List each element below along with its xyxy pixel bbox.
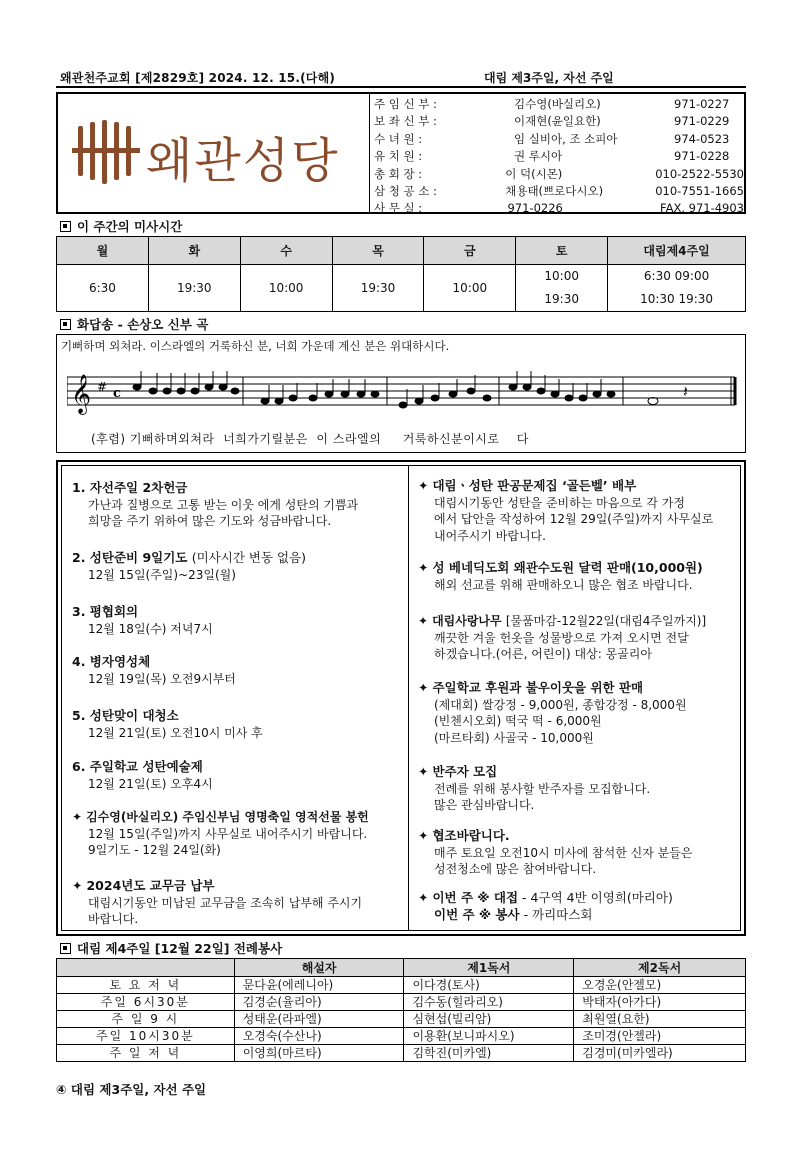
svg-text:#: # xyxy=(97,380,108,394)
contact-phone: FAX. 971-4903 xyxy=(660,201,744,216)
contact-row xyxy=(374,200,744,217)
mass-time-cell xyxy=(516,265,608,312)
notice-item xyxy=(418,828,744,878)
contact-phone: 010-2522-5530 xyxy=(655,166,744,181)
notice-title: 6. 주일학교 성탄예술제 xyxy=(72,759,203,774)
liturgy-heading: 대림 제4주일 [12월 22일] 전례봉사 xyxy=(60,939,282,957)
cross-bullet-icon: ✦ xyxy=(418,890,429,905)
second-reader: 조미경(안젤라) xyxy=(574,1028,746,1045)
notice-title-note: - 4구역 4반 이영희(마리아) xyxy=(518,890,673,905)
contact-name: 이 덕(시몬) xyxy=(505,166,563,181)
contact-row xyxy=(374,113,744,130)
mass-slot: 토 요 저 녁 xyxy=(57,977,235,994)
table-header-row xyxy=(57,237,746,265)
logo xyxy=(58,94,370,212)
issue-header xyxy=(56,66,746,88)
table-row xyxy=(57,1045,746,1062)
mass-time: 10:00 xyxy=(544,269,579,283)
notice-body: 대림시기동안 성탄을 준비하는 마음으로 각 가정 xyxy=(434,495,685,510)
table-row xyxy=(57,977,746,994)
contact-name: 권 루시아 xyxy=(514,149,563,164)
first-reader: 심현섭(빌리암) xyxy=(404,1011,574,1028)
table-row xyxy=(57,265,746,312)
contact-row xyxy=(374,131,744,148)
notice-body: 12월 18일(수) 저녁7시 xyxy=(88,621,213,636)
notice-title: 대림사랑나무 xyxy=(432,614,502,628)
cross-bullet-icon: ✦ xyxy=(418,614,429,628)
contact-role: 보 좌 신 부 : xyxy=(374,114,437,129)
notice-body: 희망을 주기 위하여 많은 기도와 성금바랍니다. xyxy=(88,514,332,528)
day-header: 금 xyxy=(424,237,516,265)
notices-inner xyxy=(61,465,741,931)
cross-bullet-icon: ✦ xyxy=(418,764,429,779)
psalm-score xyxy=(56,334,746,453)
contact-phone: 971-0227 xyxy=(674,97,730,111)
commentator: 이영희(마르타) xyxy=(234,1045,404,1062)
liturgical-day: 대림 제3주일, 자선 주일 xyxy=(484,71,614,85)
cross-bullet-icon: ✦ xyxy=(418,560,429,575)
mass-time-cell xyxy=(608,265,746,312)
contact-role: 사 무 실 : xyxy=(374,201,423,216)
notice-item xyxy=(72,654,402,687)
contact-name: 채용태(쁘로다시오) xyxy=(505,183,604,198)
mass-slot: 주일 10시30분 xyxy=(57,1028,235,1045)
table-row xyxy=(57,994,746,1011)
svg-text:𝄞: 𝄞 xyxy=(71,374,92,414)
contact-role: 삼 청 공 소 : xyxy=(374,183,437,198)
notices-box xyxy=(56,460,746,936)
column-header xyxy=(57,959,235,977)
contact-name: 971-0226 xyxy=(507,201,563,216)
mass-slot: 주 일 저 녁 xyxy=(57,1045,235,1062)
notice-title: 2024년도 교무금 납부 xyxy=(86,878,215,893)
notice-item xyxy=(72,708,402,741)
notice-body: 12월 19일(목) 오전9시부터 xyxy=(88,671,236,686)
second-reader: 박태자(아가다) xyxy=(574,994,746,1011)
first-reader: 이다경(토사) xyxy=(404,977,574,994)
notice-item xyxy=(418,890,744,923)
music-staff-icon xyxy=(67,357,737,429)
contact-row xyxy=(374,183,744,200)
contact-phone: 971-0228 xyxy=(674,149,730,164)
mass-time: 19:30 xyxy=(544,292,579,306)
commentator: 오경숙(수산나) xyxy=(234,1028,404,1045)
notice-title-note: - 까리따스회 xyxy=(519,906,593,922)
contact-phone: 974-0523 xyxy=(674,131,730,146)
cross-bullet-icon: ✦ xyxy=(72,810,83,824)
contact-role: 수 녀 원 : xyxy=(374,131,423,146)
notice-title: 대림ㆍ성탄 판공문제집 ‘골든벨’ 배부 xyxy=(432,478,637,493)
commentator: 성태운(라파엘) xyxy=(234,1011,404,1028)
svg-text:c: c xyxy=(113,386,121,401)
commentator: 김경순(율리아) xyxy=(234,994,404,1011)
contact-row xyxy=(374,166,744,183)
notice-item xyxy=(418,613,744,663)
contact-row xyxy=(374,96,744,113)
table-row xyxy=(57,1028,746,1045)
column-header: 제1독서 xyxy=(404,959,574,977)
notice-title: 이번 주 ※ 대접 xyxy=(432,890,519,905)
notice-item xyxy=(418,764,744,814)
notice-body: 매주 토요일 오전10시 미사에 참석한 신자 분들은 xyxy=(434,845,693,860)
notice-body: 성전청소에 많은 참여바랍니다. xyxy=(434,862,597,876)
notice-body: (제대회) 쌀강정 - 9,000원, 종합강정 - 8,000원 xyxy=(434,697,687,712)
notice-title: 김수영(바실리오) 주임신부님 영명축일 영적선물 봉헌 xyxy=(86,810,369,824)
notice-body: 해외 선교를 위해 판매하오니 많은 협조 바랍니다. xyxy=(434,577,693,592)
day-header: 월 xyxy=(57,237,149,265)
notice-body: 대림시기동안 미납된 교무금을 조속히 납부해 주시기 xyxy=(88,895,363,910)
svg-text:𝄽: 𝄽 xyxy=(683,382,688,401)
mass-time: 10:00 xyxy=(240,265,332,312)
mass-slot: 주일 6시30분 xyxy=(57,994,235,1011)
table-row xyxy=(57,1011,746,1028)
mass-time: 6:30 xyxy=(57,265,149,312)
notice-title: 1. 자선주일 2차헌금 xyxy=(72,480,188,495)
notice-item xyxy=(418,560,744,593)
notice-body: 12월 21일(토) 오후4시 xyxy=(88,776,213,791)
contact-role: 유 치 원 : xyxy=(374,149,423,164)
notice-body: (마르타회) 사골국 - 10,000원 xyxy=(434,730,594,745)
contact-role: 총 회 장 : xyxy=(374,166,423,181)
second-reader: 김경미(미카엘라) xyxy=(574,1045,746,1062)
masthead xyxy=(56,92,746,214)
first-reader: 이용환(보니파시오) xyxy=(404,1028,574,1045)
mass-time: 10:30 19:30 xyxy=(640,292,714,306)
mass-time: 10:00 xyxy=(424,265,516,312)
day-header: 대림제4주일 xyxy=(608,237,746,265)
mass-times-heading: 이 주간의 미사시간 xyxy=(60,217,182,235)
contact-name: 임 실비아, 조 소피아 xyxy=(514,131,618,146)
notice-body: 가난과 질병으로 고통 받는 이웃 에게 성탄의 기쁨과 xyxy=(88,497,359,512)
day-header: 수 xyxy=(240,237,332,265)
notice-item xyxy=(72,878,402,928)
square-bullet-icon xyxy=(60,319,71,330)
page-footer: ④ 대림 제3주일, 자선 주일 xyxy=(56,1082,207,1097)
contact-list xyxy=(374,96,744,218)
notice-body: (빈첸시오회) 떡국 떡 - 6,000원 xyxy=(434,714,602,728)
cross-bullet-icon: ✦ xyxy=(418,478,429,493)
contact-name: 김수영(바실리오) xyxy=(514,97,601,111)
psalm-heading: 화답송 - 손상오 신부 곡 xyxy=(60,315,208,333)
mass-time: 19:30 xyxy=(332,265,424,312)
notice-title-note: [물품마감-12월22일(대림4주일까지)] xyxy=(505,614,707,628)
notice-body: 12월 15일(주일)~23일(월) xyxy=(88,567,236,582)
contact-row xyxy=(374,148,744,165)
logo-text: 왜관성당 xyxy=(146,133,340,189)
notice-body: 하겠습니다.(어른, 어린이) 대상: 몽골리아 xyxy=(434,647,652,661)
day-header: 목 xyxy=(332,237,424,265)
notice-item xyxy=(72,480,402,530)
mass-time: 6:30 09:00 xyxy=(643,269,710,283)
church-logo-icon xyxy=(68,120,148,190)
notice-title: 주일학교 후원과 불우이웃을 위한 판매 xyxy=(432,680,644,695)
notice-title: 3. 평협회의 xyxy=(72,604,139,619)
mass-times-table xyxy=(56,236,746,312)
notice-body: 많은 관심바랍니다. xyxy=(434,798,535,812)
first-reader: 김수동(힐라리오) xyxy=(404,994,574,1011)
cross-bullet-icon: ✦ xyxy=(72,878,83,893)
contact-phone: 971-0229 xyxy=(674,114,730,129)
notice-body: 에서 답안을 작성하여 12월 29일(주일)까지 사무실로 xyxy=(434,512,714,526)
psalm-syllables: (후렴) 기뻐하며외쳐라 너희가기릴분은 이 스라엘의 거룩하신분이시로 다 xyxy=(91,432,529,446)
second-reader: 오경운(안젤모) xyxy=(574,977,746,994)
psalm-lyric: 기뻐하며 외쳐라. 이스라엘의 거룩하신 분, 너희 가운데 계신 분은 위대하시다. xyxy=(61,339,450,353)
mass-time: 19:30 xyxy=(148,265,240,312)
column-header: 해설자 xyxy=(234,959,404,977)
notice-title: 협조바랍니다. xyxy=(432,828,510,843)
notice-title-note: (미사시간 변동 없음) xyxy=(191,550,307,565)
square-bullet-icon xyxy=(60,943,71,954)
notice-title: 이번 주 ※ 봉사 xyxy=(434,906,520,922)
issue-info: 왜관천주교회 [제2829호] 2024. 12. 15.(다해) xyxy=(60,71,336,85)
notice-item xyxy=(418,680,744,746)
notice-title: 5. 성탄맞이 대청소 xyxy=(72,708,179,723)
notice-title: 반주자 모집 xyxy=(432,764,498,779)
column-header: 제2독서 xyxy=(574,959,746,977)
cross-bullet-icon: ✦ xyxy=(418,828,429,843)
notice-body: 전례를 위해 봉사할 반주자를 모집합니다. xyxy=(434,781,651,796)
notice-item xyxy=(418,478,744,544)
notice-body: 12월 21일(토) 오전10시 미사 후 xyxy=(88,725,263,740)
day-header: 토 xyxy=(516,237,608,265)
table-header-row xyxy=(57,959,746,977)
contact-role: 주 임 신 부 : xyxy=(374,97,437,111)
commentator: 문다윤(에레니아) xyxy=(234,977,404,994)
notice-title: 성 베네딕도회 왜관수도원 달력 판매(10,000원) xyxy=(432,560,703,575)
contact-phone: 010-7551-1665 xyxy=(655,183,744,198)
liturgy-table xyxy=(56,958,746,1062)
first-reader: 김학진(미카엘) xyxy=(404,1045,574,1062)
notice-body: 9일기도 - 12월 24일(화) xyxy=(88,843,221,857)
notice-body: 내어주시기 바랍니다. xyxy=(434,528,546,543)
notice-body: 12월 15일(주일)까지 사무실로 내어주시기 바랍니다. xyxy=(88,826,368,841)
notice-item xyxy=(72,809,406,859)
second-reader: 최원열(요한) xyxy=(574,1011,746,1028)
contact-name: 이재현(윤일요한) xyxy=(514,114,601,129)
notice-item xyxy=(72,604,402,637)
notice-title: 2. 성탄준비 9일기도 xyxy=(72,550,188,565)
mass-slot: 주 일 9 시 xyxy=(57,1011,235,1028)
notice-title: 4. 병자영성체 xyxy=(72,654,151,669)
day-header: 화 xyxy=(148,237,240,265)
square-bullet-icon xyxy=(60,221,71,232)
notice-body: 바랍니다. xyxy=(88,912,139,926)
notice-item xyxy=(72,759,402,792)
notice-body: 깨끗한 겨울 헌옷을 성물방으로 가져 오시면 전달 xyxy=(434,630,689,645)
column-divider xyxy=(408,466,409,930)
cross-bullet-icon: ✦ xyxy=(418,680,429,695)
notice-item xyxy=(72,550,402,583)
